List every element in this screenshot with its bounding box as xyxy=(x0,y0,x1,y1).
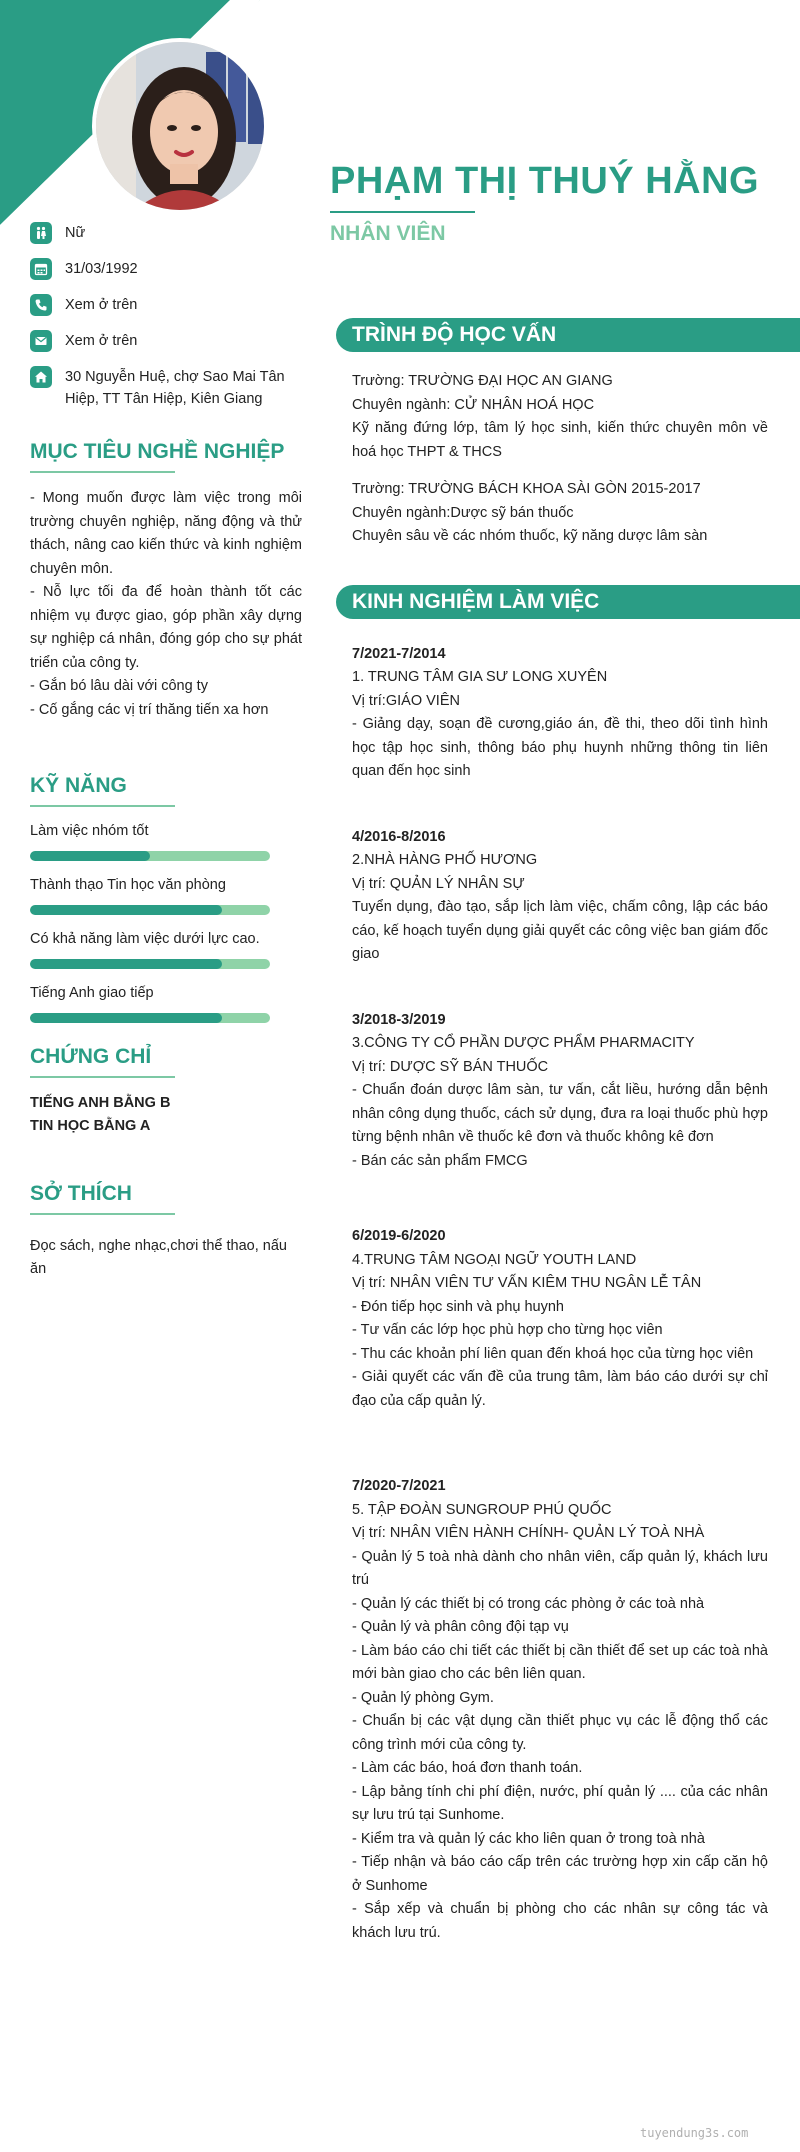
skill-label: Thành thạo Tin học văn phòng xyxy=(30,877,226,893)
experience-company: 5. TẬP ĐOÀN SUNGROUP PHÚ QUỐC xyxy=(352,1501,612,1518)
experience-detail: - Làm các báo, hoá đơn thanh toán. xyxy=(352,1760,583,1776)
objective-line: - Mong muốn được làm việc trong môi trường chuyên nghiệp, năng động và thử thách, nâng cao kiến thức và kinh nghiệm chuyên môn. xyxy=(30,490,302,577)
skill-bar xyxy=(30,1013,270,1023)
skills-heading-underline xyxy=(30,805,175,807)
skill-bar-fill xyxy=(30,851,150,861)
experience-detail: - Quản lý phòng Gym. xyxy=(352,1689,494,1706)
watermark-text: tuyendung3s.com xyxy=(640,2126,749,2140)
gender-text: Nữ xyxy=(65,225,86,241)
skill-bar xyxy=(30,959,270,969)
objective-line: - Cố gắng các vị trí thăng tiến xa hơn xyxy=(30,701,269,718)
skill-item xyxy=(30,875,302,915)
education-school: Trường: TRƯỜNG ĐẠI HỌC AN GIANG xyxy=(352,373,613,389)
home-icon xyxy=(30,366,52,388)
experience-heading: KINH NGHIỆM LÀM VIỆC xyxy=(336,585,800,619)
contact-birthday xyxy=(30,258,302,280)
experience-detail: - Bán các sản phẩm FMCG xyxy=(352,1152,528,1169)
objective-text xyxy=(30,487,302,722)
skill-bar-fill xyxy=(30,905,222,915)
address-text: 30 Nguyễn Huệ, chợ Sao Mai Tân Hiệp, TT Tân Hiệp, Kiên Giang xyxy=(65,369,285,407)
experience-position: Vị trí: NHÂN VIÊN TƯ VẤN KIÊM THU NGÂN LỄ TÂN xyxy=(352,1275,702,1291)
hobbies-text: Đọc sách, nghe nhạc,chơi thể thao, nấu ăn xyxy=(30,1238,287,1277)
experience-company: 4.TRUNG TÂM NGOẠI NGỮ YOUTH LAND xyxy=(352,1251,637,1268)
experience-detail: - Đón tiếp học sinh và phụ huynh xyxy=(352,1298,564,1315)
contact-address xyxy=(30,366,302,410)
objective-heading: MỤC TIÊU NGHỀ NGHIỆP xyxy=(30,440,285,463)
experience-detail: - Kiểm tra và quản lý các kho liên quan ở trong toà nhà xyxy=(352,1830,705,1847)
education-entry xyxy=(336,352,772,464)
skill-item xyxy=(30,929,302,969)
experience-entry xyxy=(352,643,768,784)
education-major: Chuyên ngành:Dược sỹ bán thuốc xyxy=(352,504,574,521)
experience-list xyxy=(336,619,772,1946)
email-text: Xem ở trên xyxy=(65,333,138,349)
experience-detail: - Lập bảng tính chi phí điện, nước, phí quản lý .... của các nhân sự lưu trú tại Sunhome. xyxy=(352,1783,768,1823)
education-school: Trường: TRƯỜNG BÁCH KHOA SÀI GÒN 2015-2017 xyxy=(352,481,701,497)
certificate-item: TIN HỌC BẰNG A xyxy=(30,1118,151,1134)
skill-bar xyxy=(30,851,270,861)
experience-position: Vị trí: NHÂN VIÊN HÀNH CHÍNH- QUẢN LÝ TOÀ NHÀ xyxy=(352,1525,705,1541)
certificates-heading: CHỨNG CHỈ xyxy=(30,1045,152,1068)
contact-phone xyxy=(30,294,302,316)
experience-date: 7/2020-7/2021 xyxy=(352,1478,446,1494)
name-underline xyxy=(330,211,475,213)
contact-email xyxy=(30,330,302,352)
experience-company: 1. TRUNG TÂM GIA SƯ LONG XUYÊN xyxy=(352,669,608,685)
education-detail: Chuyên sâu về các nhóm thuốc, kỹ năng dược lâm sàn xyxy=(352,528,708,544)
experience-date: 7/2021-7/2014 xyxy=(352,645,446,662)
skills-list xyxy=(30,821,302,1023)
objective-line: - Nỗ lực tối đa để hoàn thành tốt các nhiệm vụ được giao, góp phần xây dựng sự nghiệp cá nhân, đóng góp cho sự phát triển của công ty. xyxy=(30,584,302,671)
profile-photo xyxy=(92,38,268,214)
education-detail: Kỹ năng đứng lớp, tâm lý học sinh, kiến thức chuyên môn về hoá học THPT & THCS xyxy=(352,420,768,460)
experience-position: Vị trí:GIÁO VIÊN xyxy=(352,692,460,709)
experience-detail: - Tiếp nhận và báo cáo cấp trên các trường hợp xin cấp căn hộ ở Sunhome xyxy=(352,1854,768,1894)
calendar-icon xyxy=(30,258,52,280)
experience-entry xyxy=(352,1009,768,1174)
experience-entry xyxy=(352,1475,768,1945)
objective-heading-underline xyxy=(30,471,175,473)
experience-detail: - Chuẩn đoán dược lâm sàn, tư vấn, cắt liều, hướng dẫn bệnh nhân công dụng thuốc, cách sử dụng, đưa ra loại thuốc phù hợp từng bệnh nhân về thuốc kê đơn và thuốc không kê đơn xyxy=(352,1082,768,1145)
experience-detail: - Giải quyết các vấn đề của trung tâm, làm báo cáo dưới sự chỉ đạo của cấp quản lý. xyxy=(352,1369,768,1409)
experience-detail: - Quản lý các thiết bị có trong các phòng ở các toà nhà xyxy=(352,1595,705,1612)
skill-label: Tiếng Anh giao tiếp xyxy=(30,985,154,1001)
contact-gender xyxy=(30,222,302,244)
phone-text: Xem ở trên xyxy=(65,297,138,313)
experience-detail: - Tư vấn các lớp học phù hợp cho từng học viên xyxy=(352,1322,663,1338)
candidate-job-title: NHÂN VIÊN xyxy=(330,222,446,245)
skill-bar xyxy=(30,905,270,915)
email-icon xyxy=(30,330,52,352)
experience-position: Vị trí: DƯỢC SỸ BÁN THUỐC xyxy=(352,1058,549,1075)
hobbies-heading: SỞ THÍCH xyxy=(30,1182,132,1205)
certificates-heading-underline xyxy=(30,1076,175,1078)
skill-label: Làm việc nhóm tốt xyxy=(30,823,149,839)
education-entry xyxy=(336,464,772,549)
candidate-name: PHẠM THỊ THUÝ HẰNG xyxy=(330,160,760,202)
experience-detail: - Làm báo cáo chi tiết các thiết bị cần thiết để set up các toà nhà mới bàn giao cho các bên liên quan. xyxy=(352,1642,768,1682)
right-column xyxy=(336,318,796,1945)
skill-bar-fill xyxy=(30,1013,222,1023)
skill-label: Có khả năng làm việc dưới lực cao. xyxy=(30,931,260,947)
skill-item xyxy=(30,983,302,1023)
experience-detail: - Sắp xếp và chuẩn bị phòng cho các nhân sự công tác và khách lưu trú. xyxy=(352,1901,768,1941)
experience-date: 6/2019-6/2020 xyxy=(352,1228,446,1244)
phone-icon xyxy=(30,294,52,316)
experience-detail: - Thu các khoản phí liên quan đến khoá học của từng học viên xyxy=(352,1345,754,1362)
hobbies-heading-underline xyxy=(30,1213,175,1215)
left-column xyxy=(30,222,302,1281)
experience-entry xyxy=(352,826,768,967)
experience-entry xyxy=(352,1225,768,1413)
experience-detail: Tuyển dụng, đào tạo, sắp lịch làm việc, chấm công, lập các báo cáo, kế hoạch tuyển dụng giải quyết các công việc ban giám đốc giao xyxy=(352,899,768,962)
gender-icon xyxy=(30,222,52,244)
objective-line: - Gắn bó lâu dài với công ty xyxy=(30,678,208,694)
certificate-item: TIẾNG ANH BẰNG B xyxy=(30,1095,171,1111)
skill-bar-fill xyxy=(30,959,222,969)
experience-company: 3.CÔNG TY CỔ PHẦN DƯỢC PHẨM PHARMACITY xyxy=(352,1035,695,1051)
experience-company: 2.NHÀ HÀNG PHỐ HƯƠNG xyxy=(352,852,538,868)
experience-detail: - Quản lý và phân công đội tạp vụ xyxy=(352,1619,569,1635)
experience-detail: - Chuẩn bị các vật dụng cần thiết phục vụ các lễ động thổ các công trình mới của công ty. xyxy=(352,1713,768,1753)
experience-detail: - Quản lý 5 toà nhà dành cho nhân viên, cấp quản lý, khách lưu trú xyxy=(352,1548,768,1588)
education-major: Chuyên ngành: CỬ NHÂN HOÁ HỌC xyxy=(352,396,595,413)
education-heading: TRÌNH ĐỘ HỌC VẤN xyxy=(336,318,800,352)
experience-position: Vị trí: QUẢN LÝ NHÂN SỰ xyxy=(352,875,525,892)
skills-heading: KỸ NĂNG xyxy=(30,774,127,797)
experience-date: 3/2018-3/2019 xyxy=(352,1011,446,1028)
birthday-text: 31/03/1992 xyxy=(65,261,138,277)
experience-detail: - Giảng dạy, soạn đề cương,giáo án, đề thi, theo dõi tình hình học tập học sinh, thông báo phụ huynh những thông tin liên quan đến học sinh xyxy=(352,716,768,779)
skill-item xyxy=(30,821,302,861)
experience-date: 4/2016-8/2016 xyxy=(352,828,446,845)
